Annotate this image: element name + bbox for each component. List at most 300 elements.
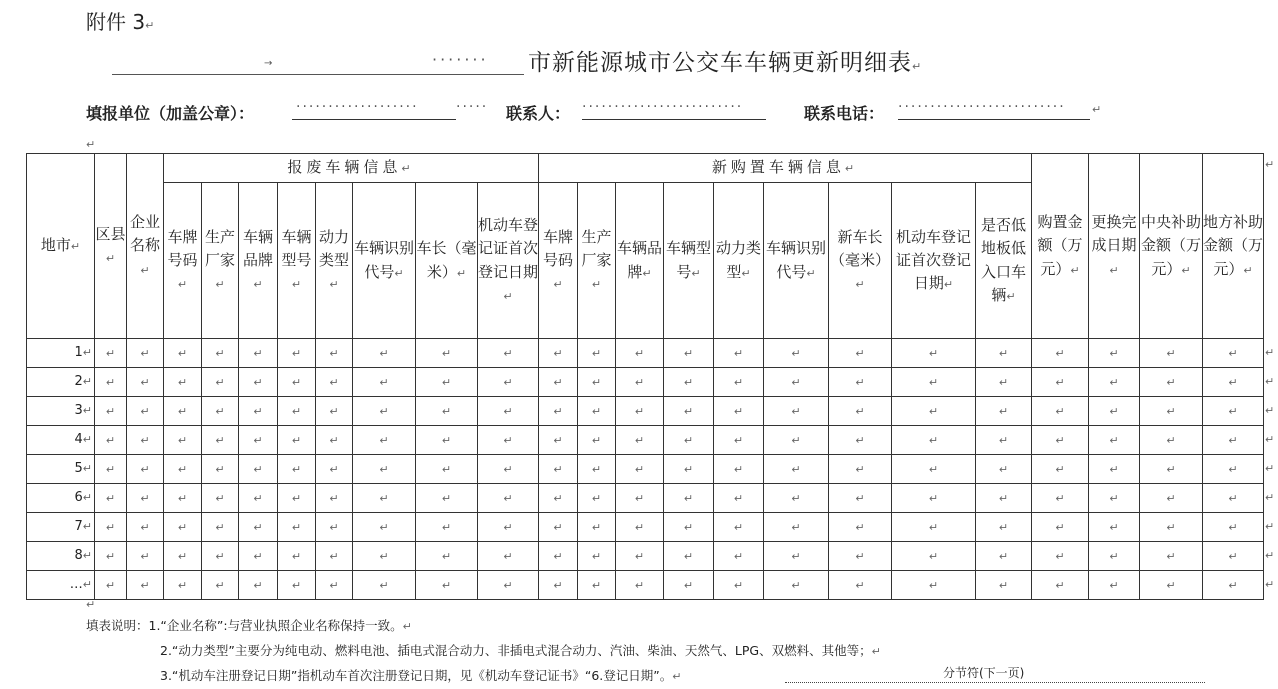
- table-cell[interactable]: [164, 339, 202, 368]
- contact-field[interactable]: [582, 119, 766, 120]
- row-number: [27, 339, 95, 368]
- table-cell[interactable]: [1089, 455, 1140, 484]
- cell-end-mark-icon: ↵: [844, 162, 859, 176]
- table-cell[interactable]: [1203, 513, 1264, 542]
- table-cell[interactable]: [616, 397, 664, 426]
- cell-end-mark-icon: ↵: [456, 266, 467, 280]
- row-number-text: 3: [74, 402, 83, 418]
- cell-end-mark-icon: ↵: [503, 521, 513, 535]
- phone-label: 联系电话：: [804, 104, 885, 123]
- table-cell[interactable]: [664, 339, 714, 368]
- row-number-text: 4: [74, 431, 83, 447]
- table-cell[interactable]: [976, 542, 1032, 571]
- table-cell[interactable]: [664, 484, 714, 513]
- table-cell[interactable]: [892, 513, 976, 542]
- table-cell[interactable]: [164, 426, 202, 455]
- table-cell[interactable]: [239, 542, 278, 571]
- cell-end-mark-icon: ↵: [998, 405, 1009, 419]
- table-cell[interactable]: [95, 542, 127, 571]
- cell-end-mark-icon: ↵: [215, 521, 225, 535]
- table-cell[interactable]: [278, 339, 316, 368]
- cell-end-mark-icon: ↵: [553, 579, 563, 593]
- table-cell[interactable]: [829, 571, 892, 600]
- row-number-text: 1: [74, 344, 83, 360]
- table-cell[interactable]: [316, 484, 353, 513]
- table-cell[interactable]: [539, 368, 578, 397]
- table-cell[interactable]: [316, 397, 353, 426]
- table-cell[interactable]: [764, 397, 829, 426]
- table-cell[interactable]: [1203, 542, 1264, 571]
- table-cell[interactable]: [202, 513, 239, 542]
- cell-end-mark-icon: ↵: [733, 550, 744, 564]
- table-cell[interactable]: [1203, 339, 1264, 368]
- table-cell[interactable]: [976, 455, 1032, 484]
- table-cell[interactable]: [976, 426, 1032, 455]
- table-cell[interactable]: [664, 542, 714, 571]
- table-cell[interactable]: [892, 339, 976, 368]
- table-cell[interactable]: [714, 513, 764, 542]
- table-cell[interactable]: [127, 455, 164, 484]
- table-cell[interactable]: [714, 339, 764, 368]
- table-cell[interactable]: [164, 513, 202, 542]
- cell-end-mark-icon: ↵: [105, 434, 116, 448]
- table-cell[interactable]: [1089, 513, 1140, 542]
- table-cell[interactable]: [416, 542, 478, 571]
- table-cell[interactable]: [829, 397, 892, 426]
- table-cell[interactable]: [829, 426, 892, 455]
- cell-end-mark-icon: ↵: [503, 289, 513, 303]
- table-cell[interactable]: [892, 397, 976, 426]
- cell-end-mark-icon: ↵: [733, 579, 744, 593]
- row-number-text: 2: [74, 373, 83, 389]
- table-cell[interactable]: [714, 397, 764, 426]
- table-cell[interactable]: [416, 571, 478, 600]
- table-cell[interactable]: [764, 426, 829, 455]
- cell-end-mark-icon: ↵: [503, 347, 513, 361]
- cell-end-mark-icon: ↵: [329, 463, 339, 477]
- table-cell[interactable]: [1032, 368, 1089, 397]
- table-cell[interactable]: [316, 455, 353, 484]
- table-cell[interactable]: [478, 542, 539, 571]
- row-end-mark-icon: ↵: [1265, 462, 1275, 475]
- table-cell[interactable]: [202, 542, 239, 571]
- new-col-header-0: [539, 183, 578, 339]
- row-number: [27, 426, 95, 455]
- table-cell[interactable]: [478, 513, 539, 542]
- table-cell[interactable]: [316, 426, 353, 455]
- table-cell[interactable]: [416, 484, 478, 513]
- cell-end-mark-icon: ↵: [591, 376, 602, 390]
- cell-end-mark-icon: ↵: [553, 492, 563, 506]
- cell-end-mark-icon: ↵: [379, 521, 389, 535]
- table-cell[interactable]: [1140, 455, 1203, 484]
- table-cell[interactable]: [95, 513, 127, 542]
- table-cell[interactable]: [478, 571, 539, 600]
- table-cell[interactable]: [278, 455, 316, 484]
- table-cell[interactable]: [239, 484, 278, 513]
- table-cell[interactable]: [95, 339, 127, 368]
- table-row: [27, 368, 1264, 397]
- table-cell[interactable]: [664, 368, 714, 397]
- table-cell[interactable]: [127, 426, 164, 455]
- table-cell[interactable]: [478, 484, 539, 513]
- cell-end-mark-icon: ↵: [105, 550, 116, 564]
- table-cell[interactable]: [202, 397, 239, 426]
- table-cell[interactable]: [127, 542, 164, 571]
- table-cell[interactable]: [616, 426, 664, 455]
- new-col-header-8: [976, 183, 1032, 339]
- cell-end-mark-icon: ↵: [1055, 434, 1065, 448]
- cell-end-mark-icon: ↵: [291, 550, 302, 564]
- table-cell[interactable]: [239, 397, 278, 426]
- cell-end-mark-icon: ↵: [1055, 376, 1065, 390]
- table-cell[interactable]: [353, 368, 416, 397]
- table-cell[interactable]: [976, 368, 1032, 397]
- cell-end-mark-icon: ↵: [998, 376, 1009, 390]
- table-cell[interactable]: [95, 426, 127, 455]
- cell-end-mark-icon: ↵: [1070, 263, 1080, 277]
- table-cell[interactable]: [316, 368, 353, 397]
- table-cell[interactable]: [578, 455, 616, 484]
- cell-end-mark-icon: ↵: [140, 463, 150, 477]
- cell-end-mark-icon: ↵: [140, 376, 150, 390]
- table-cell[interactable]: [616, 455, 664, 484]
- table-cell[interactable]: [202, 455, 239, 484]
- table-cell[interactable]: [353, 571, 416, 600]
- table-cell[interactable]: [478, 397, 539, 426]
- cell-end-mark-icon: ↵: [591, 347, 602, 361]
- table-cell[interactable]: [764, 339, 829, 368]
- title-blank-line[interactable]: [112, 74, 524, 75]
- table-cell[interactable]: [714, 571, 764, 600]
- table-cell[interactable]: [127, 368, 164, 397]
- cell-end-mark-icon: ↵: [683, 405, 694, 419]
- table-cell[interactable]: [1203, 571, 1264, 600]
- table-cell[interactable]: [164, 397, 202, 426]
- table-cell[interactable]: [1032, 571, 1089, 600]
- table-cell[interactable]: [95, 571, 127, 600]
- table-cell[interactable]: [478, 339, 539, 368]
- table-cell[interactable]: [127, 513, 164, 542]
- table-cell[interactable]: [202, 484, 239, 513]
- table-cell[interactable]: [202, 571, 239, 600]
- table-cell[interactable]: [1032, 542, 1089, 571]
- table-cell[interactable]: [764, 368, 829, 397]
- cell-end-mark-icon: ↵: [253, 550, 263, 564]
- table-cell[interactable]: [164, 542, 202, 571]
- table-cell[interactable]: [278, 571, 316, 600]
- unit-field[interactable]: [292, 119, 456, 120]
- table-cell[interactable]: [416, 513, 478, 542]
- table-cell[interactable]: [416, 426, 478, 455]
- cell-end-mark-icon: ↵: [503, 463, 513, 477]
- cell-end-mark-icon: ↵: [928, 492, 939, 506]
- scrapped-col-header-4-text: 动力类型: [318, 227, 349, 269]
- cell-end-mark-icon: ↵: [634, 521, 645, 535]
- table-cell[interactable]: [1032, 455, 1089, 484]
- row-number: [27, 542, 95, 571]
- table-cell[interactable]: [829, 513, 892, 542]
- table-cell[interactable]: [1089, 368, 1140, 397]
- cell-end-mark-icon: ↵: [855, 521, 865, 535]
- cell-end-mark-icon: ↵: [998, 550, 1009, 564]
- table-cell[interactable]: [539, 339, 578, 368]
- cell-end-mark-icon: ↵: [503, 405, 513, 419]
- table-cell[interactable]: [1140, 571, 1203, 600]
- table-cell[interactable]: [353, 339, 416, 368]
- table-cell[interactable]: [829, 455, 892, 484]
- cell-end-mark-icon: ↵: [634, 405, 645, 419]
- table-cell[interactable]: [616, 339, 664, 368]
- dots-1: ·····: [456, 99, 489, 115]
- table-cell[interactable]: [1089, 397, 1140, 426]
- table-cell[interactable]: [714, 542, 764, 571]
- table-cell[interactable]: [1140, 484, 1203, 513]
- table-cell[interactable]: [353, 397, 416, 426]
- cell-end-mark-icon: ↵: [928, 376, 939, 390]
- table-cell[interactable]: [202, 368, 239, 397]
- table-cell[interactable]: [164, 484, 202, 513]
- table-cell[interactable]: [416, 368, 478, 397]
- cell-end-mark-icon: ↵: [634, 434, 645, 448]
- table-cell[interactable]: [1032, 513, 1089, 542]
- table-cell[interactable]: [829, 339, 892, 368]
- paragraph-mark-icon: ↵: [86, 138, 96, 151]
- table-cell[interactable]: [892, 368, 976, 397]
- table-cell[interactable]: [1032, 339, 1089, 368]
- table-cell[interactable]: [278, 426, 316, 455]
- table-cell[interactable]: [1140, 426, 1203, 455]
- table-row: [27, 542, 1264, 571]
- table-cell[interactable]: [1089, 542, 1140, 571]
- table-cell[interactable]: [316, 571, 353, 600]
- table-cell[interactable]: [714, 426, 764, 455]
- cell-end-mark-icon: ↵: [733, 434, 744, 448]
- table-cell[interactable]: [892, 455, 976, 484]
- table-cell[interactable]: [239, 455, 278, 484]
- table-cell[interactable]: [892, 426, 976, 455]
- table-cell[interactable]: [1089, 426, 1140, 455]
- table-cell[interactable]: [1203, 484, 1264, 513]
- table-cell[interactable]: [539, 484, 578, 513]
- cell-end-mark-icon: ↵: [215, 550, 225, 564]
- table-cell[interactable]: [416, 397, 478, 426]
- table-cell[interactable]: [764, 571, 829, 600]
- table-cell[interactable]: [202, 339, 239, 368]
- table-cell[interactable]: [976, 513, 1032, 542]
- cell-end-mark-icon: ↵: [379, 492, 389, 506]
- table-cell[interactable]: [976, 339, 1032, 368]
- table-cell[interactable]: [764, 455, 829, 484]
- table-cell[interactable]: [616, 484, 664, 513]
- table-cell[interactable]: [578, 339, 616, 368]
- row-end-mark-icon: ↵: [1265, 491, 1275, 504]
- table-cell[interactable]: [1140, 513, 1203, 542]
- table-cell[interactable]: [1032, 484, 1089, 513]
- table-cell[interactable]: [829, 368, 892, 397]
- table-cell[interactable]: [1203, 426, 1264, 455]
- table-cell[interactable]: [164, 368, 202, 397]
- table-cell[interactable]: [416, 339, 478, 368]
- table-cell[interactable]: [1140, 339, 1203, 368]
- cell-end-mark-icon: ↵: [441, 579, 452, 593]
- table-cell[interactable]: [892, 571, 976, 600]
- title-dots: ·······: [432, 50, 489, 69]
- title-row: [112, 44, 1012, 84]
- table-cell[interactable]: [278, 513, 316, 542]
- col-tail-header-3: [1203, 154, 1264, 339]
- table-cell[interactable]: [95, 368, 127, 397]
- table-cell[interactable]: [316, 513, 353, 542]
- table-cell[interactable]: [164, 455, 202, 484]
- table-cell[interactable]: [578, 368, 616, 397]
- table-cell[interactable]: [478, 368, 539, 397]
- table-cell[interactable]: [578, 542, 616, 571]
- cell-end-mark-icon: ↵: [683, 463, 694, 477]
- table-cell[interactable]: [578, 397, 616, 426]
- table-cell[interactable]: [164, 571, 202, 600]
- table-cell[interactable]: [316, 542, 353, 571]
- table-cell[interactable]: [578, 484, 616, 513]
- table-cell[interactable]: [829, 542, 892, 571]
- row-end-mark-icon: ↵: [1265, 549, 1275, 562]
- cell-end-mark-icon: ↵: [553, 405, 563, 419]
- page-title: 市新能源城市公交车车辆更新明细表↵: [528, 50, 923, 76]
- table-cell[interactable]: [127, 397, 164, 426]
- cell-end-mark-icon: ↵: [634, 492, 645, 506]
- cell-end-mark-icon: ↵: [291, 278, 302, 292]
- table-cell[interactable]: [353, 513, 416, 542]
- table-cell[interactable]: [1140, 397, 1203, 426]
- table-cell[interactable]: [714, 484, 764, 513]
- tab-mark-icon: →: [264, 58, 273, 69]
- table-cell[interactable]: [714, 368, 764, 397]
- table-cell[interactable]: [664, 397, 714, 426]
- table-cell[interactable]: [127, 571, 164, 600]
- table-cell[interactable]: [239, 426, 278, 455]
- cell-end-mark-icon: ↵: [1166, 579, 1176, 593]
- table-cell[interactable]: [616, 542, 664, 571]
- table-cell[interactable]: [278, 368, 316, 397]
- table-cell[interactable]: [1203, 455, 1264, 484]
- cell-end-mark-icon: ↵: [140, 492, 150, 506]
- table-cell[interactable]: [1032, 426, 1089, 455]
- table-cell[interactable]: [539, 513, 578, 542]
- table-cell[interactable]: [764, 513, 829, 542]
- table-cell[interactable]: [664, 426, 714, 455]
- table-cell[interactable]: [976, 571, 1032, 600]
- cell-end-mark-icon: ↵: [291, 434, 302, 448]
- table-cell[interactable]: [202, 426, 239, 455]
- cell-end-mark-icon: ↵: [855, 434, 865, 448]
- table-cell[interactable]: [539, 397, 578, 426]
- table-cell[interactable]: [239, 368, 278, 397]
- cell-end-mark-icon: ↵: [683, 347, 694, 361]
- cell-end-mark-icon: ↵: [1109, 579, 1119, 593]
- table-cell[interactable]: [478, 455, 539, 484]
- table-cell[interactable]: [478, 426, 539, 455]
- table-cell[interactable]: [976, 397, 1032, 426]
- table-cell[interactable]: [95, 484, 127, 513]
- table-cell[interactable]: [1140, 542, 1203, 571]
- cell-end-mark-icon: ↵: [215, 376, 225, 390]
- table-cell[interactable]: [95, 397, 127, 426]
- table-cell[interactable]: [127, 484, 164, 513]
- table-cell[interactable]: [764, 542, 829, 571]
- new-group-header-text: 新购置车辆信息: [711, 158, 845, 177]
- table-cell[interactable]: [316, 339, 353, 368]
- table-cell[interactable]: [416, 455, 478, 484]
- table-cell[interactable]: [539, 571, 578, 600]
- cell-end-mark-icon: ↵: [82, 432, 92, 446]
- table-cell[interactable]: [664, 513, 714, 542]
- table-cell[interactable]: [539, 455, 578, 484]
- cell-end-mark-icon: ↵: [998, 434, 1009, 448]
- table-cell[interactable]: [892, 542, 976, 571]
- table-cell[interactable]: [1032, 397, 1089, 426]
- table-cell[interactable]: [239, 339, 278, 368]
- table-cell[interactable]: [664, 571, 714, 600]
- table-cell[interactable]: [664, 455, 714, 484]
- table-cell[interactable]: [1140, 368, 1203, 397]
- table-cell[interactable]: [616, 571, 664, 600]
- table-cell[interactable]: [1089, 339, 1140, 368]
- table-cell[interactable]: [764, 484, 829, 513]
- table-cell[interactable]: [1203, 397, 1264, 426]
- table-cell[interactable]: [578, 513, 616, 542]
- table-cell[interactable]: [616, 513, 664, 542]
- table-cell[interactable]: [829, 484, 892, 513]
- table-cell[interactable]: [278, 484, 316, 513]
- table-cell[interactable]: [353, 484, 416, 513]
- table-cell[interactable]: [714, 455, 764, 484]
- table-cell[interactable]: [578, 571, 616, 600]
- table-cell[interactable]: [1203, 368, 1264, 397]
- cell-end-mark-icon: ↵: [1055, 463, 1065, 477]
- paragraph-mark-icon: ↵: [1092, 103, 1102, 116]
- table-cell[interactable]: [353, 426, 416, 455]
- cell-end-mark-icon: ↵: [806, 266, 816, 280]
- cell-end-mark-icon: ↵: [253, 434, 263, 448]
- table-cell[interactable]: [1089, 571, 1140, 600]
- new-col-header-7: [892, 183, 976, 339]
- table-cell[interactable]: [353, 542, 416, 571]
- table-cell[interactable]: [353, 455, 416, 484]
- cell-end-mark-icon: ↵: [1109, 521, 1119, 535]
- phone-field[interactable]: [898, 119, 1090, 120]
- new-col-header-5: [764, 183, 829, 339]
- scrapped-col-header-6-text: 车长（毫米）: [416, 239, 477, 281]
- table-cell[interactable]: [278, 397, 316, 426]
- table-cell[interactable]: [239, 513, 278, 542]
- table-cell[interactable]: [95, 455, 127, 484]
- table-cell[interactable]: [616, 368, 664, 397]
- table-cell[interactable]: [892, 484, 976, 513]
- table-cell[interactable]: [127, 339, 164, 368]
- table-cell[interactable]: [1089, 484, 1140, 513]
- row-number-text: 6: [74, 489, 83, 505]
- cell-end-mark-icon: ↵: [253, 376, 263, 390]
- cell-end-mark-icon: ↵: [105, 521, 116, 535]
- cell-end-mark-icon: ↵: [215, 434, 225, 448]
- table-cell[interactable]: [976, 484, 1032, 513]
- col-tail-header-0: [1032, 154, 1089, 339]
- table-cell[interactable]: [278, 542, 316, 571]
- table-cell[interactable]: [239, 571, 278, 600]
- table-cell[interactable]: [578, 426, 616, 455]
- table-cell[interactable]: [539, 426, 578, 455]
- table-cell[interactable]: [539, 542, 578, 571]
